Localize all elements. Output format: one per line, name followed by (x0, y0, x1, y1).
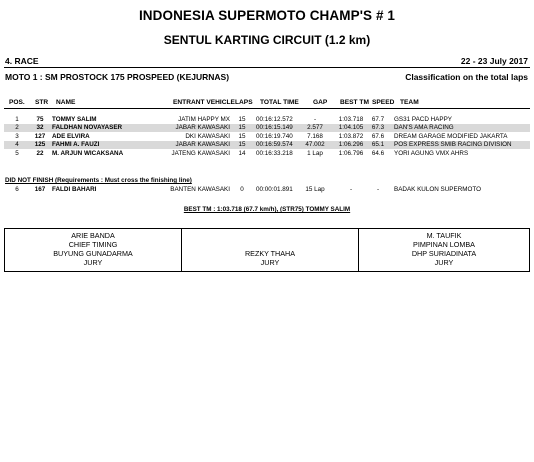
cell-best-tm: 1:03.718 (338, 116, 364, 123)
cell-speed: 65.1 (371, 141, 385, 149)
table-row (4, 116, 530, 124)
cell-team: GS31 PACD HAPPY (394, 116, 452, 123)
race-date: 22 - 23 July 2017 (460, 56, 528, 66)
officials-center (182, 229, 359, 271)
official-name: M. TAUFIK (426, 231, 462, 240)
cell-total-time: 00:16:15.149 (256, 124, 293, 132)
col-pos: POS. (9, 99, 25, 106)
cell-gap: 15 Lap (305, 186, 325, 193)
cell-vehicle: JABAR KAWASAKI (175, 141, 230, 149)
cell-name: FAHMI A. FAUZI (52, 141, 100, 149)
cell-speed: 64.6 (371, 149, 385, 157)
dnf-heading: DID NOT FINISH (Requirements : Must cross the finishing line) (5, 177, 192, 184)
cell-laps: 15 (238, 132, 246, 140)
cell-team: BADAK KULON SUPERMOTO (394, 186, 482, 193)
event-title: INDONESIA SUPERMOTO CHAMP'S # 1 (138, 8, 396, 23)
cell-speed: 67.7 (371, 116, 385, 123)
cell-gap: 1 Lap (307, 149, 323, 157)
cell-total-time: 00:16:33.218 (256, 149, 293, 157)
cell-gap: - (313, 116, 317, 123)
table-row (4, 124, 530, 132)
cell-team: POS EXPRESS SMIB RACING DIVISION (394, 141, 512, 149)
cell-str: 167 (34, 186, 46, 193)
col-team: TEAM (400, 99, 419, 106)
cell-gap: 47.002 (305, 141, 325, 149)
official-name: ARIE BANDA (71, 231, 115, 240)
col-str: STR (35, 99, 49, 106)
cell-str: 32 (36, 124, 44, 132)
cell-speed: - (376, 186, 380, 193)
col-gap: GAP (313, 99, 328, 106)
col-total-time: TOTAL TIME (260, 99, 299, 106)
cell-gap: 7.168 (307, 132, 323, 140)
cell-laps: 14 (238, 149, 246, 157)
cell-vehicle: DKI KAWASAKI (185, 132, 230, 140)
cell-vehicle: JATENG KAWASAKI (171, 149, 230, 157)
official-role: PIMPINAN LOMBA (413, 240, 475, 249)
table-row (4, 141, 530, 149)
cell-pos: 6 (15, 186, 19, 193)
table-row (4, 150, 530, 158)
best-lap-line: BEST TM : 1:03.718 (67.7 km/h), (STR75) TOMMY SALIM (183, 206, 351, 213)
cell-team: DAN'S AMA RACING (394, 124, 454, 132)
cell-str: 127 (34, 132, 46, 140)
circuit-subtitle: SENTUL KARTING CIRCUIT (1.2 km) (163, 33, 371, 47)
classification-label: Classification on the total laps (405, 72, 528, 82)
col-laps: LAPS (235, 99, 253, 106)
cell-best-tm: - (349, 186, 353, 193)
cell-laps: 0 (240, 186, 244, 193)
cell-team: YORI AGUNG VMX AHRS (394, 149, 469, 157)
table-row (4, 186, 530, 194)
cell-pos: 2 (15, 124, 19, 132)
cell-name: M. ARJUN WICAKSANA (52, 149, 124, 157)
cell-vehicle: BANTEN KAWASAKI (170, 186, 230, 193)
col-name: NAME (56, 99, 76, 106)
officials-left (5, 229, 182, 271)
cell-pos: 5 (15, 149, 19, 157)
official-name: DHP SURIADINATA (411, 249, 477, 258)
cell-pos: 3 (15, 132, 19, 140)
official-role: CHIEF TIMING (68, 240, 118, 249)
cell-pos: 1 (15, 116, 19, 123)
cell-str: 22 (36, 149, 44, 157)
col-best-tm: BEST TM (340, 99, 369, 106)
table-row (4, 133, 530, 141)
divider (4, 67, 530, 68)
cell-total-time: 00:00:01.891 (256, 186, 293, 193)
cell-vehicle: JABAR KAWASAKI (175, 124, 230, 132)
cell-laps: 15 (238, 141, 246, 149)
officials-box (4, 228, 530, 272)
cell-total-time: 00:16:12.572 (256, 116, 293, 123)
official-name: REZKY THAHA (244, 249, 296, 258)
cell-name: FALDHAN NOVAYASER (52, 124, 123, 132)
cell-best-tm: 1:06.796 (338, 149, 364, 157)
cell-best-tm: 1:04.105 (338, 124, 364, 132)
official-name: BUYUNG GUNADARMA (53, 249, 133, 258)
cell-speed: 67.3 (371, 124, 385, 132)
official-role: JURY (434, 258, 454, 267)
official-role: JURY (260, 258, 280, 267)
cell-laps: 15 (238, 116, 246, 123)
cell-best-tm: 1:03.872 (338, 132, 364, 140)
cell-str: 75 (36, 116, 44, 123)
official-role: JURY (83, 258, 103, 267)
cell-pos: 4 (15, 141, 19, 149)
cell-name: ADE ELVIRA (52, 132, 90, 140)
cell-name: FALDI BAHARI (52, 186, 97, 193)
cell-laps: 15 (238, 124, 246, 132)
class-name: MOTO 1 : SM PROSTOCK 175 PROSPEED (KEJURNAS) (5, 72, 230, 82)
cell-str: 125 (34, 141, 46, 149)
cell-speed: 67.6 (371, 132, 385, 140)
col-speed: SPEED (372, 99, 395, 106)
cell-gap: 2.577 (307, 124, 323, 132)
cell-team: DREAM GARAGE MODIFIED JAKARTA (394, 132, 508, 140)
cell-name: TOMMY SALIM (52, 116, 97, 123)
cell-best-tm: 1:06.296 (338, 141, 364, 149)
cell-vehicle: JATIM HAPPY MX (178, 116, 230, 123)
cell-total-time: 00:16:19.740 (256, 132, 293, 140)
divider (4, 108, 530, 109)
col-vehicle: ENTRANT VEHICLE (173, 99, 235, 106)
race-round: 4. RACE (5, 56, 39, 66)
cell-total-time: 00:16:59.574 (256, 141, 293, 149)
officials-right (359, 229, 529, 271)
